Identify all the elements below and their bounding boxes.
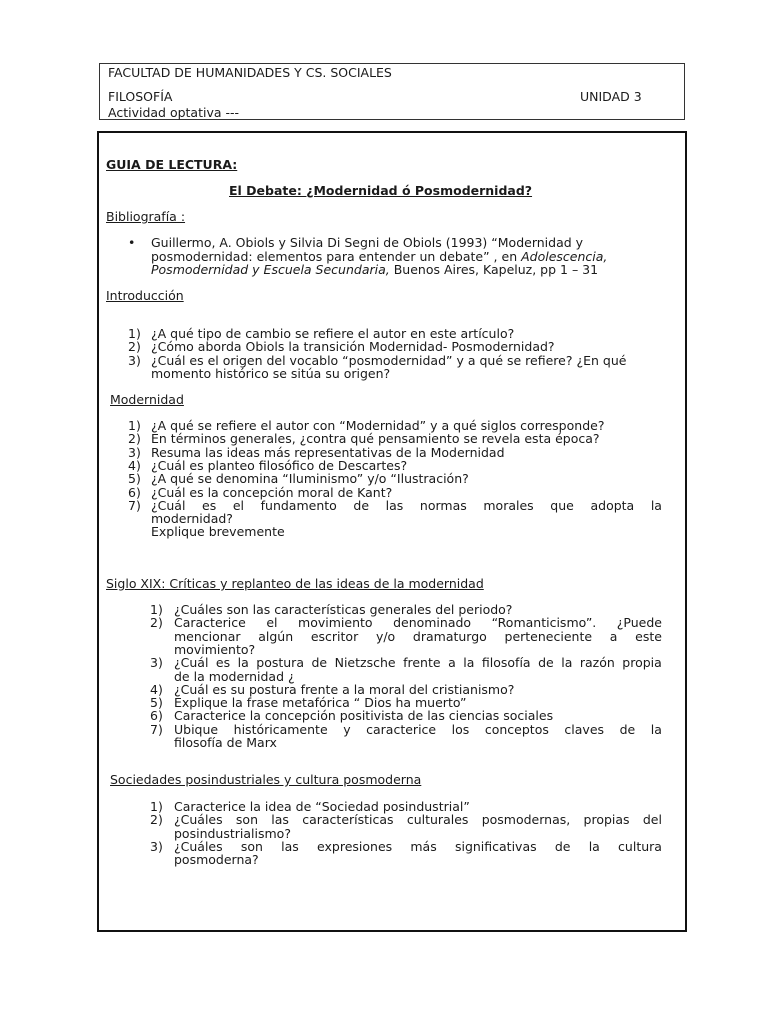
- modernidad-heading: Modernidad: [110, 392, 184, 407]
- list-item-text: ¿Cuáles son las características generales del periodo?: [174, 602, 513, 617]
- word: de: [554, 838, 571, 854]
- word: este: [635, 628, 662, 644]
- word: Caracterice: [174, 615, 246, 631]
- word: históricamente: [233, 721, 328, 737]
- activity-label: Actividad optativa ---: [108, 105, 240, 120]
- word: escritor: [310, 628, 359, 644]
- list-item-text: ¿Cuál es su postura frente a la moral del cristianismo?: [174, 681, 515, 697]
- word: normas: [419, 497, 467, 513]
- list-item-text: movimiento?: [174, 641, 256, 657]
- word: son: [235, 812, 258, 828]
- word: la: [463, 655, 475, 671]
- word: de: [538, 655, 554, 671]
- word: y/o: [375, 628, 396, 644]
- word: propias: [583, 812, 630, 828]
- list-item-number: 2): [128, 339, 141, 355]
- list-item-number: 1): [150, 602, 163, 617]
- word: que: [550, 497, 574, 513]
- list-item-text: de la modernidad ¿: [174, 668, 295, 684]
- list-item-text: ¿Cuál es la concepción moral de Kant?: [151, 484, 393, 500]
- list-item-number: 7): [150, 721, 163, 737]
- word: dramaturgo: [412, 628, 487, 644]
- list-item-number: 3): [150, 838, 163, 854]
- word: son: [240, 838, 263, 854]
- bullet-icon: •: [128, 235, 136, 250]
- word: significativas: [454, 838, 537, 854]
- word: ¿Cuáles: [174, 812, 223, 828]
- biblio-line-1: Guillermo, A. Obiols y Silvia Di Segni de Obiols (1993) “Modernidad y: [151, 235, 584, 250]
- list-item-number: 6): [128, 484, 141, 500]
- word: conceptos: [484, 721, 549, 737]
- word: posmodernas,: [481, 812, 571, 828]
- word: ¿Cuál: [174, 655, 209, 671]
- word: ¿Cuáles: [174, 838, 223, 854]
- word: filosofía: [481, 655, 531, 671]
- word: la: [650, 721, 662, 737]
- word: claves: [564, 721, 605, 737]
- word: Ubique: [174, 721, 219, 737]
- list-item-text: modernidad?: [151, 511, 233, 527]
- list-item-number: 2): [150, 812, 163, 828]
- list-item-text: filosofía de Marx: [174, 735, 277, 750]
- word: las: [281, 838, 299, 854]
- list-item-text: Explique brevemente: [151, 524, 285, 540]
- list-item-text: ¿Cuál es el origen del vocablo “posmodernidad” y a qué se refiere? ¿En qué: [151, 352, 627, 368]
- list-item-number: 3): [150, 655, 163, 671]
- word: adopta: [590, 497, 635, 513]
- list-item-text: posmoderna?: [174, 852, 259, 868]
- word: denominado: [393, 615, 472, 631]
- word: la: [237, 655, 249, 671]
- list-item-number: 4): [150, 681, 163, 697]
- intro-heading: Introducción: [106, 288, 184, 303]
- word: a: [448, 655, 456, 671]
- list-item-text: Caracterice la idea de “Sociedad posindustrial”: [174, 799, 470, 814]
- word: propia: [622, 655, 662, 671]
- word: cultura: [618, 838, 662, 854]
- list-item-number: 7): [128, 497, 141, 513]
- list-item-text: [174, 616, 662, 630]
- list-item-number: 5): [128, 471, 141, 487]
- word: mencionar: [174, 628, 241, 644]
- list-item-number: 1): [150, 799, 163, 814]
- word: es: [202, 497, 217, 513]
- biblio-heading: Bibliografía :: [106, 209, 186, 224]
- word: algún: [258, 628, 294, 644]
- word: los: [451, 721, 470, 737]
- list-item-text: ¿Cuál es planteo filosófico de Descartes?: [151, 457, 408, 473]
- word: de: [311, 655, 328, 671]
- list-item-text: ¿A qué tipo de cambio se refiere el autor en este artículo?: [151, 326, 515, 341]
- word: es: [215, 655, 231, 671]
- guide-title: El Debate: ¿Modernidad ó Posmodernidad?: [229, 183, 533, 198]
- word: el: [266, 615, 278, 631]
- word: ¿Cuál: [151, 497, 186, 513]
- biblio-book-title-a: Adolescencia,: [521, 249, 608, 264]
- word: movimiento: [298, 615, 373, 631]
- list-item-text: ¿A qué se refiere el autor con “Modernidad” y a qué siglos corresponde?: [151, 418, 605, 433]
- word: las: [385, 497, 404, 513]
- word: y: [343, 721, 351, 737]
- word: a: [609, 628, 618, 644]
- word: la: [650, 497, 662, 513]
- word: razón: [579, 655, 615, 671]
- word: la: [588, 838, 600, 854]
- list-item-text: momento histórico se sitúa su origen?: [151, 365, 391, 381]
- guide-heading: GUIA DE LECTURA:: [106, 157, 238, 172]
- list-item-number: 5): [150, 695, 163, 711]
- word: morales: [483, 497, 534, 513]
- list-item-number: 3): [128, 444, 141, 460]
- word: las: [271, 812, 289, 828]
- word: la: [561, 655, 573, 671]
- word: el: [232, 497, 245, 513]
- word: características: [302, 812, 394, 828]
- list-item-number: 1): [128, 418, 141, 433]
- list-item-number: 6): [150, 708, 163, 724]
- biblio-line-3-rest: Buenos Aires, Kapeluz, pp 1 – 31: [389, 262, 599, 277]
- list-item-number: 2): [150, 615, 163, 631]
- header-box: [99, 63, 685, 120]
- list-item-text: [174, 656, 662, 670]
- word: de: [353, 497, 370, 513]
- siglo-heading: Siglo XIX: Críticas y replanteo de las ideas de la modernidad: [106, 576, 484, 591]
- word: más: [410, 838, 437, 854]
- word: frente: [403, 655, 441, 671]
- word: expresiones: [317, 838, 393, 854]
- word: culturales: [406, 812, 469, 828]
- word: “Romanticismo”.: [491, 615, 597, 631]
- word: ¿Puede: [616, 615, 662, 631]
- list-item-text: ¿Cómo aborda Obiols la transición Modernidad- Posmodernidad?: [151, 339, 555, 355]
- list-item-text: Explique la frase metafórica “ Dios ha muerto”: [174, 695, 467, 711]
- list-item-text: posindustrialismo?: [174, 825, 291, 841]
- subject-name: FILOSOFÍA: [108, 89, 173, 104]
- list-item-number: 4): [128, 457, 141, 473]
- word: de: [619, 721, 636, 737]
- word: fundamento: [260, 497, 337, 513]
- list-item-text: Resuma las ideas más representativas de la Modernidad: [151, 444, 505, 460]
- list-item-number: 2): [128, 431, 141, 447]
- list-item-text: ¿A qué se denomina “Iluminismo” y/o “Ilustración?: [151, 471, 469, 487]
- list-item-number: 3): [128, 352, 141, 368]
- list-item-text: Caracterice la concepción positivista de las ciencias sociales: [174, 708, 554, 724]
- word: caracterice: [366, 721, 437, 737]
- socied-heading: Sociedades posindustriales y cultura posmoderna: [110, 772, 422, 787]
- unit-label: UNIDAD 3: [580, 89, 642, 104]
- faculty-name: FACULTAD DE HUMANIDADES Y CS. SOCIALES: [108, 65, 392, 80]
- list-item-text: [174, 813, 662, 827]
- biblio-line-3: [151, 263, 598, 277]
- list-item-text: En términos generales, ¿contra qué pensamiento se revela esta época?: [151, 431, 600, 447]
- list-item-number: 1): [128, 326, 141, 341]
- word: Nietzsche: [334, 655, 396, 671]
- word: perteneciente: [504, 628, 593, 644]
- word: del: [642, 812, 662, 828]
- word: postura: [256, 655, 304, 671]
- biblio-line-2-text: posmodernidad: elementos para entender un debate” , en: [151, 249, 518, 264]
- biblio-book-title-b: Posmodernidad y Escuela Secundaria,: [151, 262, 390, 277]
